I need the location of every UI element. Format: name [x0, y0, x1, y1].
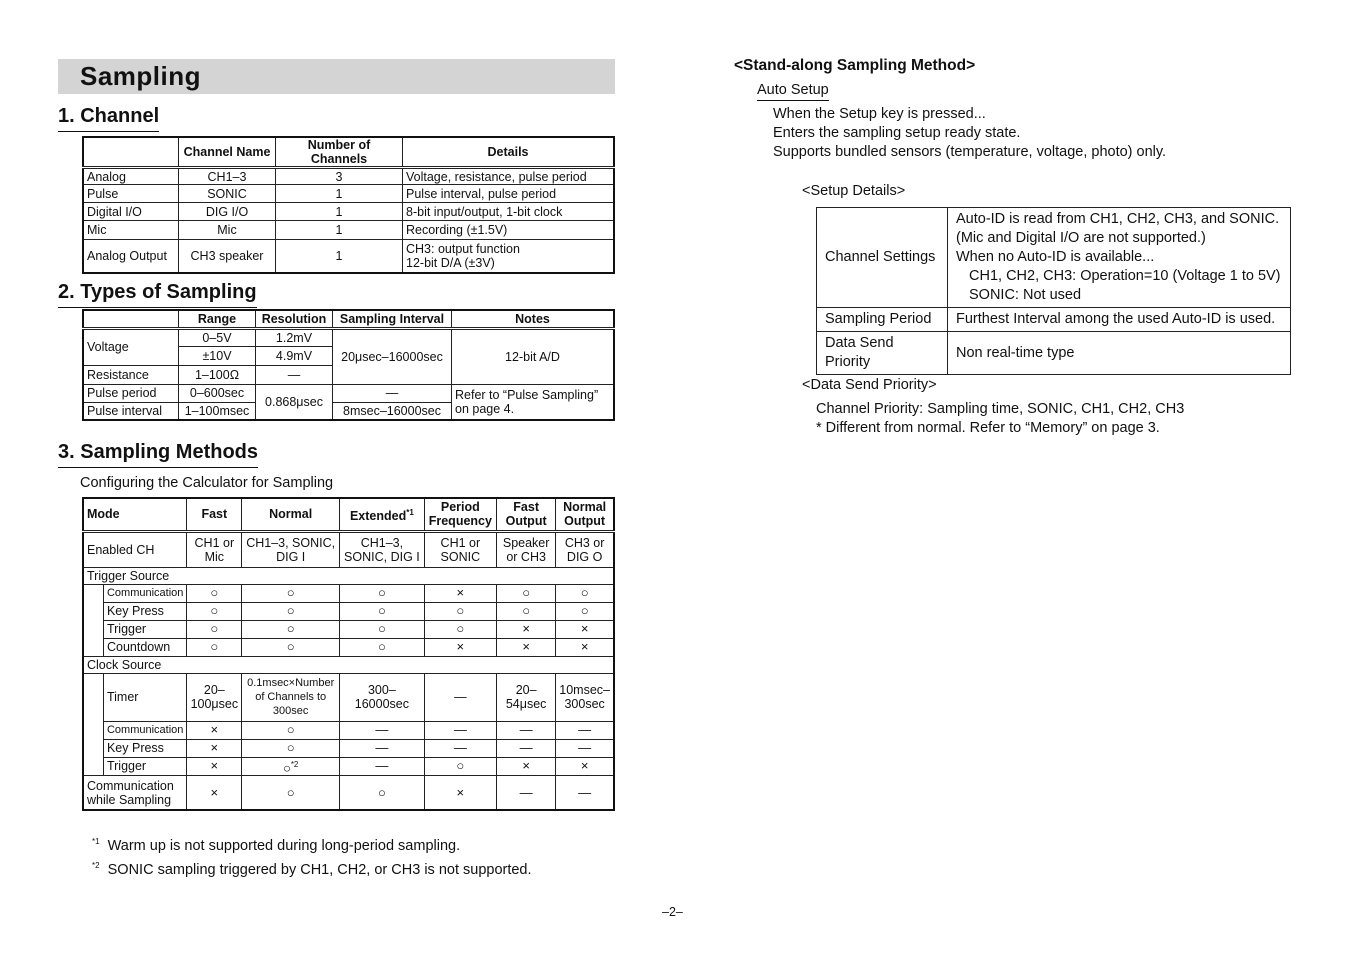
- table-cell: Non real-time type: [948, 332, 1291, 375]
- methods-col-mode: Mode: [83, 498, 187, 531]
- table-cell: —: [424, 673, 496, 721]
- table-cell: 0.1msec×Number of Channels to 300sec: [242, 673, 340, 721]
- cell-line: Auto-ID is read from CH1, CH2, CH3, and SONIC.: [956, 211, 1280, 227]
- cell-line: CH3: output function: [406, 241, 520, 256]
- table-cell: ×: [497, 638, 556, 656]
- table-cell: ○: [242, 739, 340, 757]
- table-cell: ○: [242, 620, 340, 638]
- table-cell: Communication: [103, 584, 186, 602]
- table-cell: Voltage, resistance, pulse period: [403, 168, 615, 185]
- table-cell: Clock Source: [83, 656, 614, 673]
- table-cell: ○: [424, 602, 496, 620]
- table-cell: 0.868μsec: [256, 384, 333, 420]
- table-cell: ×: [187, 775, 242, 810]
- methods-col-normal-output: Normal Output: [556, 498, 614, 531]
- table-cell: Analog: [83, 168, 179, 185]
- table-cell: SONIC: [179, 185, 276, 203]
- table-cell: ○: [187, 620, 242, 638]
- table-cell: ○: [556, 602, 614, 620]
- table-cell: ○: [497, 584, 556, 602]
- cell-line: (Mic and Digital I/O are not supported.): [956, 230, 1206, 246]
- methods-col-fast: Fast: [187, 498, 242, 531]
- table-cell: Key Press: [103, 739, 186, 757]
- table-cell: ○: [242, 602, 340, 620]
- table-cell: ○: [340, 584, 425, 602]
- types-col-notes: Notes: [452, 310, 615, 328]
- table-cell: —: [556, 739, 614, 757]
- channel-col-details: Details: [403, 137, 615, 168]
- table-cell: Trigger: [103, 620, 186, 638]
- extended-label: Extended: [349, 508, 407, 523]
- methods-subtitle: Configuring the Calculator for Sampling: [80, 475, 334, 491]
- page-title: Sampling: [80, 61, 202, 91]
- text-line: When the Setup key is pressed...: [773, 106, 986, 122]
- table-cell: ○: [187, 584, 242, 602]
- footnote-mark: *2: [290, 759, 299, 769]
- priority-lines: [816, 400, 1184, 438]
- setup-details-label: <Setup Details>: [802, 183, 906, 199]
- table-cell: —: [424, 739, 496, 757]
- table-cell: 300–16000sec: [340, 673, 425, 721]
- table-cell: 1–100Ω: [179, 365, 256, 384]
- text-line: Enters the sampling setup ready state.: [773, 125, 1021, 141]
- table-cell: CH1–3, SONIC, DIG I: [242, 531, 340, 567]
- table-cell: 0–600sec: [179, 384, 256, 402]
- table-cell: ×: [497, 757, 556, 775]
- table-cell: ○: [242, 584, 340, 602]
- types-col-range: Range: [179, 310, 256, 328]
- footnote: [92, 832, 532, 856]
- table-cell: [948, 208, 1291, 308]
- auto-setup-lines: [773, 105, 1166, 162]
- types-col-interval: Sampling Interval: [333, 310, 452, 328]
- table-cell: ×: [187, 721, 242, 739]
- cell-line: 12-bit D/A (±3V): [406, 255, 495, 270]
- table-cell: 1: [276, 221, 403, 240]
- table-cell: ±10V: [179, 346, 256, 365]
- table-cell: Mic: [179, 221, 276, 240]
- table-cell: ○: [340, 775, 425, 810]
- table-cell: Timer: [103, 673, 186, 721]
- methods-col-fast-output: Fast Output: [497, 498, 556, 531]
- table-cell: ×: [424, 775, 496, 810]
- cell-line: CH1, CH2, CH3: Operation=10 (Voltage 1 to 5V): [969, 268, 1281, 284]
- page-number: –2–: [662, 905, 683, 919]
- setup-details-table: [816, 207, 1291, 375]
- table-cell: Communication: [103, 721, 186, 739]
- footnote-mark: *2: [92, 860, 100, 870]
- cell-line: When no Auto-ID is available...: [956, 249, 1155, 265]
- table-cell: —: [340, 721, 425, 739]
- table-cell: Data Send Priority: [817, 332, 948, 375]
- table-cell: CH1–3: [179, 168, 276, 185]
- table-cell: 3: [276, 168, 403, 185]
- methods-col-period-frequency: Period Frequency: [424, 498, 496, 531]
- table-cell: —: [424, 721, 496, 739]
- table-cell: ○: [424, 620, 496, 638]
- table-cell: Trigger: [103, 757, 186, 775]
- standalone-heading: <Stand-along Sampling Method>: [734, 57, 976, 74]
- table-cell: CH1 or SONIC: [424, 531, 496, 567]
- table-cell: —: [340, 757, 425, 775]
- table-cell: Digital I/O: [83, 203, 179, 221]
- table-cell: ○: [340, 602, 425, 620]
- table-cell: ○: [187, 602, 242, 620]
- table-cell: ○: [242, 638, 340, 656]
- table-cell: ○: [497, 602, 556, 620]
- table-cell: ○: [340, 638, 425, 656]
- footnote-text: Warm up is not supported during long-period sampling.: [107, 837, 461, 854]
- table-cell: 20–54μsec: [497, 673, 556, 721]
- footnote-mark: *1: [406, 507, 414, 517]
- table-cell: Trigger Source: [83, 567, 614, 584]
- table-cell: ×: [187, 739, 242, 757]
- table-cell: [242, 757, 340, 775]
- table-cell: Voltage: [83, 328, 179, 365]
- table-cell: 1–100msec: [179, 402, 256, 420]
- table-cell: ○: [340, 620, 425, 638]
- table-cell: Channel Settings: [817, 208, 948, 308]
- table-cell: Key Press: [103, 602, 186, 620]
- table-cell: ×: [497, 620, 556, 638]
- table-cell: —: [256, 365, 333, 384]
- data-send-priority-label: <Data Send Priority>: [802, 377, 937, 393]
- table-cell: 4.9mV: [256, 346, 333, 365]
- table-cell: Analog Output: [83, 240, 179, 273]
- table-cell: —: [340, 739, 425, 757]
- table-cell: Pulse period: [83, 384, 179, 402]
- table-cell: Speaker or CH3: [497, 531, 556, 567]
- footnotes: [92, 832, 532, 880]
- table-cell: ○: [424, 757, 496, 775]
- table-cell: —: [333, 384, 452, 402]
- section-channel-heading: 1. Channel: [58, 104, 159, 132]
- table-cell: 8msec–16000sec: [333, 402, 452, 420]
- table-cell: 1: [276, 240, 403, 273]
- table-cell: ×: [187, 757, 242, 775]
- footnote: [92, 856, 532, 880]
- table-cell: ○: [242, 775, 340, 810]
- text-line: * Different from normal. Refer to “Memory” on page 3.: [816, 420, 1160, 436]
- table-cell: 20μsec–16000sec: [333, 328, 452, 384]
- footnote-text: SONIC sampling triggered by CH1, CH2, or CH3 is not supported.: [107, 861, 532, 878]
- section-types-heading: 2. Types of Sampling: [58, 280, 257, 308]
- channel-col-count: Number of Channels: [276, 137, 403, 168]
- indent-cell: [83, 584, 103, 656]
- table-cell: CH3 or DIG O: [556, 531, 614, 567]
- table-cell: [403, 240, 615, 273]
- table-cell: Pulse interval, pulse period: [403, 185, 615, 203]
- indent-cell: [83, 673, 103, 775]
- types-table: [82, 309, 615, 421]
- table-cell: —: [497, 739, 556, 757]
- table-cell: Furthest Interval among the used Auto-ID is used.: [948, 308, 1291, 332]
- footnote-mark: *1: [92, 837, 100, 846]
- methods-table: [82, 497, 615, 811]
- table-cell: CH1–3, SONIC, DIG I: [340, 531, 425, 567]
- table-cell: 1: [276, 185, 403, 203]
- channel-col-name: Channel Name: [179, 137, 276, 168]
- table-cell: CH3 speaker: [179, 240, 276, 273]
- table-cell: Pulse interval: [83, 402, 179, 420]
- table-cell: —: [497, 775, 556, 810]
- methods-col-extended: [340, 498, 425, 531]
- table-cell: Resistance: [83, 365, 179, 384]
- types-col-resolution: Resolution: [256, 310, 333, 328]
- table-cell: Sampling Period: [817, 308, 948, 332]
- table-cell: Mic: [83, 221, 179, 240]
- table-cell: Recording (±1.5V): [403, 221, 615, 240]
- table-cell: —: [556, 721, 614, 739]
- table-cell: Pulse: [83, 185, 179, 203]
- table-cell: ×: [424, 584, 496, 602]
- cell-line: SONIC: Not used: [969, 287, 1082, 303]
- methods-col-normal: Normal: [242, 498, 340, 531]
- table-cell: ○: [556, 584, 614, 602]
- table-cell: ○: [242, 721, 340, 739]
- table-cell: —: [497, 721, 556, 739]
- table-cell: 1.2mV: [256, 328, 333, 346]
- text-line: Channel Priority: Sampling time, SONIC, CH1, CH2, CH3: [816, 401, 1185, 417]
- table-cell: CH1 or Mic: [187, 531, 242, 567]
- table-cell: 12-bit A/D: [452, 328, 615, 384]
- table-cell: DIG I/O: [179, 203, 276, 221]
- table-cell: 20–100μsec: [187, 673, 242, 721]
- channel-table: [82, 136, 615, 274]
- table-cell: ×: [556, 620, 614, 638]
- table-cell: ×: [556, 757, 614, 775]
- section-methods-heading: 3. Sampling Methods: [58, 440, 258, 468]
- channel-col-blank: [83, 137, 179, 168]
- table-cell: Enabled CH: [83, 531, 187, 567]
- table-cell: ×: [424, 638, 496, 656]
- table-cell: —: [556, 775, 614, 810]
- types-col-blank: [83, 310, 179, 328]
- table-cell: Countdown: [103, 638, 186, 656]
- table-cell: Communication while Sampling: [83, 775, 187, 810]
- table-cell: 0–5V: [179, 328, 256, 346]
- cell-mark: ○: [282, 759, 291, 775]
- table-cell: 1: [276, 203, 403, 221]
- text-line: Supports bundled sensors (temperature, voltage, photo) only.: [773, 144, 1167, 160]
- table-cell: Refer to “Pulse Sampling” on page 4.: [452, 384, 615, 420]
- table-cell: ○: [187, 638, 242, 656]
- auto-setup-label: Auto Setup: [757, 81, 829, 101]
- table-cell: 10msec–300sec: [556, 673, 614, 721]
- table-cell: 8-bit input/output, 1-bit clock: [403, 203, 615, 221]
- table-cell: ×: [556, 638, 614, 656]
